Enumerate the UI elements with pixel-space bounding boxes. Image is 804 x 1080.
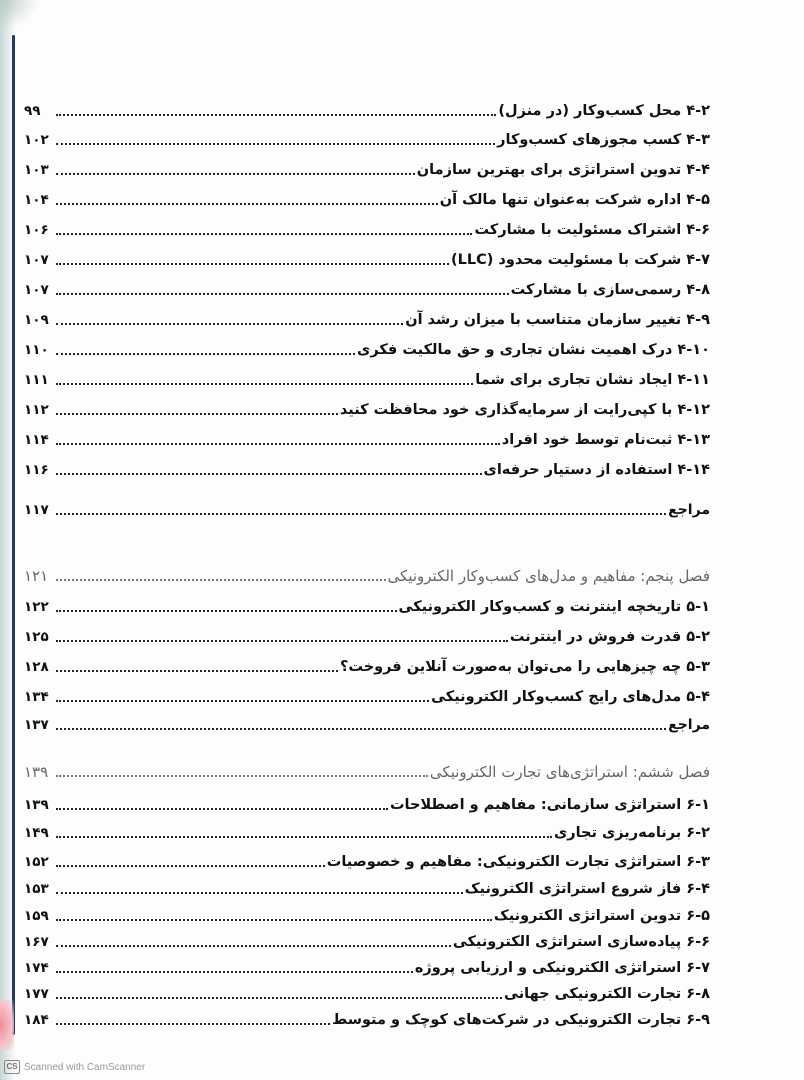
toc-entry[interactable] bbox=[24, 215, 710, 241]
toc-entry[interactable] bbox=[24, 874, 710, 900]
toc-entry[interactable] bbox=[24, 818, 710, 844]
toc-entry[interactable] bbox=[24, 335, 710, 361]
dot-leader bbox=[56, 293, 509, 295]
dot-leader bbox=[56, 143, 495, 145]
entry-page: ۱۵۲ bbox=[24, 854, 49, 870]
dot-leader bbox=[56, 114, 496, 116]
entry-page: ۹۹ bbox=[24, 103, 41, 119]
dot-leader bbox=[56, 670, 338, 672]
entry-page: ۱۵۳ bbox=[24, 881, 49, 897]
camscanner-watermark bbox=[4, 1060, 145, 1074]
dot-leader bbox=[56, 997, 502, 999]
toc-entry[interactable] bbox=[24, 953, 710, 979]
entry-title: ۶-۴ فاز شروع استراتژی الکترونیک bbox=[464, 881, 710, 897]
chapter-page: ۱۲۱ bbox=[24, 567, 49, 585]
dot-leader bbox=[56, 173, 415, 175]
entry-title: مراجع bbox=[668, 502, 710, 518]
entry-page: ۱۷۷ bbox=[24, 986, 49, 1002]
toc-entry[interactable] bbox=[24, 455, 710, 481]
entry-title: ۴-۱۳ ثبت‌نام توسط خود افراد bbox=[501, 432, 710, 448]
entry-page: ۱۲۲ bbox=[24, 599, 49, 615]
toc-entry[interactable] bbox=[24, 901, 710, 927]
entry-page: ۱۷۴ bbox=[24, 960, 49, 976]
entry-title: ۵-۴ مدل‌های رایج کسب‌وکار الکترونیکی bbox=[431, 689, 710, 705]
entry-title: ۶-۱ استراتژی سازمانی: مفاهیم و اصطلاحات bbox=[389, 797, 710, 813]
entry-page: ۱۲۸ bbox=[24, 659, 49, 675]
entry-page: ۱۸۴ bbox=[24, 1012, 49, 1028]
entry-title: ۵-۱ تاریخچه اینترنت و کسب‌وکار الکترونیکی bbox=[398, 599, 710, 615]
toc-entry[interactable] bbox=[24, 425, 710, 451]
entry-page: ۱۳۴ bbox=[24, 689, 49, 705]
dot-leader bbox=[56, 945, 451, 947]
dot-leader bbox=[56, 865, 325, 867]
toc-entry[interactable] bbox=[24, 305, 710, 331]
toc-entry[interactable] bbox=[24, 125, 710, 151]
dot-leader bbox=[56, 203, 438, 205]
entry-page: ۱۵۹ bbox=[24, 908, 49, 924]
entry-page: ۱۱۶ bbox=[24, 462, 49, 478]
chapter-heading-5[interactable] bbox=[24, 561, 710, 587]
entry-page: ۱۱۲ bbox=[24, 402, 49, 418]
entry-page: ۱۳۹ bbox=[24, 797, 49, 813]
entry-page: ۱۴۹ bbox=[24, 825, 49, 841]
chapter-title: فصل ششم: استراتژی‌های تجارت الکترونیکی bbox=[429, 763, 710, 781]
entry-title: ۴-۹ تغییر سازمان متناسب با میزان رشد آن bbox=[405, 312, 710, 328]
toc-entry[interactable] bbox=[24, 155, 710, 181]
entry-page: ۱۱۴ bbox=[24, 432, 49, 448]
toc-entry[interactable] bbox=[24, 395, 710, 421]
dot-leader bbox=[56, 971, 413, 973]
entry-title: ۵-۲ قدرت فروش در اینترنت bbox=[509, 629, 710, 645]
toc-entry[interactable] bbox=[24, 245, 710, 271]
chapter-page: ۱۳۹ bbox=[24, 763, 49, 781]
toc-entry[interactable] bbox=[24, 682, 710, 708]
entry-page: ۱۱۰ bbox=[24, 342, 49, 358]
dot-leader bbox=[56, 443, 500, 445]
toc-entry[interactable] bbox=[24, 365, 710, 391]
entry-title: ۵-۳ چه چیزهایی را می‌توان به‌صورت آنلاین فروخت؟ bbox=[339, 659, 710, 675]
entry-title: ۶-۷ استراتژی الکترونیکی و ارزیابی پروژه bbox=[414, 960, 710, 976]
entry-title: مراجع bbox=[668, 717, 710, 733]
dot-leader bbox=[56, 775, 428, 777]
dot-leader bbox=[56, 610, 397, 612]
entry-title: ۶-۶ پیاده‌سازی استراتژی الکترونیکی bbox=[452, 934, 710, 950]
entry-title: ۴-۳ کسب مجوزهای کسب‌وکار bbox=[497, 132, 710, 148]
dot-leader bbox=[56, 919, 492, 921]
entry-title: ۴-۶ اشتراک مسئولیت با مشارکت bbox=[474, 222, 710, 238]
dot-leader bbox=[56, 413, 338, 415]
toc-entry[interactable] bbox=[24, 185, 710, 211]
entry-title: ۴-۴ تدوین استراتژی برای بهترین سازمان bbox=[416, 162, 710, 178]
dot-leader bbox=[56, 1023, 330, 1025]
toc-entry[interactable] bbox=[24, 790, 710, 816]
watermark-text: Scanned with CamScanner bbox=[24, 1061, 146, 1073]
dot-leader bbox=[56, 836, 552, 838]
entry-title: ۴-۸ رسمی‌سازی با مشارکت bbox=[510, 282, 710, 298]
entry-page: ۱۰۳ bbox=[24, 162, 49, 178]
camscanner-logo-icon: CS bbox=[4, 1060, 20, 1074]
entry-title: ۶-۸ تجارت الکترونیکی جهانی bbox=[504, 986, 710, 1002]
entry-title: ۴-۱۰ درک اهمیت نشان تجاری و حق مالکیت فکری bbox=[357, 342, 710, 358]
entry-title: ۶-۹ تجارت الکترونیکی در شرکت‌های کوچک و متوسط bbox=[332, 1012, 710, 1028]
toc-entry[interactable] bbox=[24, 927, 710, 953]
entry-title: ۴-۱۲ با کپی‌رایت از سرمایه‌گذاری خود محافظت کنید bbox=[339, 402, 710, 418]
dot-leader bbox=[56, 700, 429, 702]
toc-entry[interactable] bbox=[24, 96, 710, 122]
entry-page: ۱۰۷ bbox=[24, 282, 49, 298]
toc-entry[interactable] bbox=[24, 592, 710, 618]
dot-leader bbox=[56, 263, 449, 265]
dot-leader bbox=[56, 473, 482, 475]
toc-entry-references[interactable] bbox=[24, 495, 710, 521]
entry-title: ۶-۳ استراتژی تجارت الکترونیکی: مفاهیم و خصوصیات bbox=[326, 854, 710, 870]
chapter-heading-6[interactable] bbox=[24, 757, 710, 783]
dot-leader bbox=[56, 728, 666, 730]
toc-entry[interactable] bbox=[24, 275, 710, 301]
entry-page: ۱۱۱ bbox=[24, 372, 49, 388]
dot-leader bbox=[56, 383, 473, 385]
toc-entry[interactable] bbox=[24, 622, 710, 648]
entry-page: ۱۱۷ bbox=[24, 502, 49, 518]
dot-leader bbox=[56, 640, 508, 642]
dot-leader bbox=[56, 323, 403, 325]
toc-entry[interactable] bbox=[24, 979, 710, 1005]
dot-leader bbox=[56, 808, 388, 810]
entry-page: ۱۰۶ bbox=[24, 222, 49, 238]
entry-page: ۱۶۷ bbox=[24, 934, 49, 950]
toc-entry[interactable] bbox=[24, 847, 710, 873]
entry-title: ۴-۷ شرکت با مسئولیت محدود (LLC) bbox=[450, 252, 710, 268]
chapter-title: فصل پنجم: مفاهیم و مدل‌های کسب‌وکار الکترونیکی bbox=[387, 567, 710, 585]
dot-leader bbox=[56, 233, 472, 235]
entry-title: ۴-۵ اداره شرکت به‌عنوان تنها مالک آن bbox=[439, 192, 710, 208]
entry-title: ۴-۱۴ استفاده از دستیار حرفه‌ای bbox=[483, 462, 710, 478]
entry-page: ۱۰۷ bbox=[24, 252, 49, 268]
toc-entry[interactable] bbox=[24, 1005, 710, 1031]
entry-title: ۴-۲ محل کسب‌وکار (در منزل) bbox=[498, 103, 710, 119]
dot-leader bbox=[56, 353, 355, 355]
entry-page: ۱۰۹ bbox=[24, 312, 49, 328]
entry-page: ۱۳۷ bbox=[24, 717, 49, 733]
entry-title: ۴-۱۱ ایجاد نشان تجاری برای شما bbox=[475, 372, 710, 388]
toc-entry[interactable] bbox=[24, 652, 710, 678]
dot-leader bbox=[56, 892, 463, 894]
entry-title: ۶-۵ تدوین استراتژی الکترونیک bbox=[493, 908, 710, 924]
toc-entry-references[interactable] bbox=[24, 710, 710, 736]
entry-title: ۶-۲ برنامه‌ریزی تجاری bbox=[553, 825, 710, 841]
entry-page: ۱۰۴ bbox=[24, 192, 49, 208]
entry-page: ۱۲۵ bbox=[24, 629, 49, 645]
entry-page: ۱۰۲ bbox=[24, 132, 49, 148]
dot-leader bbox=[56, 513, 666, 515]
dot-leader bbox=[56, 579, 386, 581]
